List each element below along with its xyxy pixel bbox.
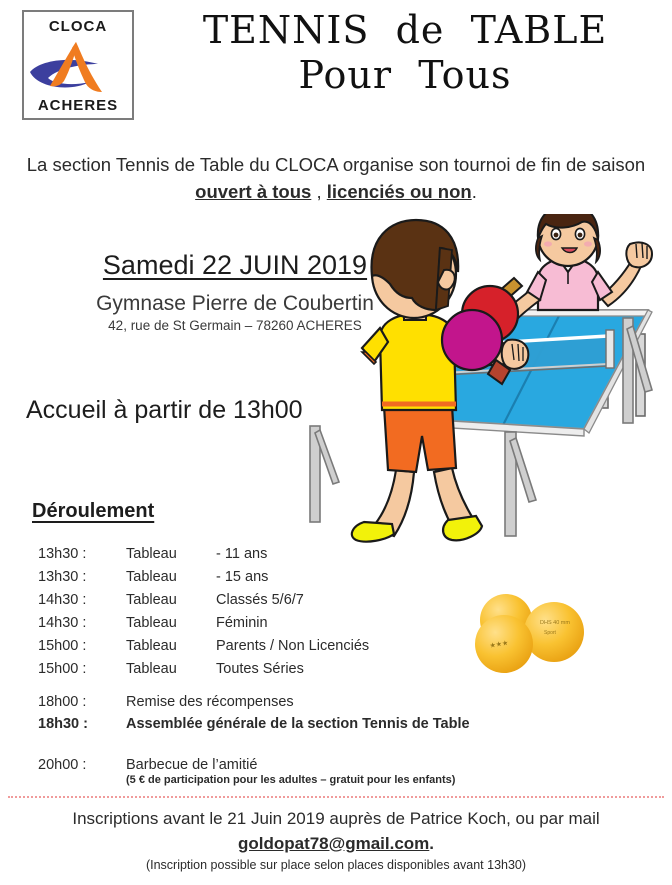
intro-text-mid: , xyxy=(311,180,327,202)
event-date-text: Samedi 22 JUIN 2019 xyxy=(102,250,368,280)
logo-top-text: CLOCA xyxy=(48,18,108,35)
table-tennis-illustration xyxy=(300,214,672,544)
list-item xyxy=(38,757,538,773)
intro-emphasis-licensed-or-not: licenciés ou non xyxy=(326,180,472,202)
intro-text-part1: La section Tennis de Table du CLOCA organise son tournoi de fin de saison xyxy=(26,154,646,175)
table-row xyxy=(38,615,478,638)
schedule-time: 14h30 : xyxy=(38,615,87,631)
schedule-label: Féminin xyxy=(216,615,268,631)
footer-divider xyxy=(8,796,664,798)
schedule-time: 13h30 : xyxy=(38,569,87,585)
barbecue-time: 20h00 : xyxy=(38,757,87,773)
list-item xyxy=(38,694,518,710)
schedule-table xyxy=(38,546,478,684)
schedule-kind: Tableau xyxy=(126,638,177,654)
schedule-kind: Tableau xyxy=(126,615,177,631)
welcome-time: Accueil à partir de 13h00 xyxy=(26,396,303,424)
onsite-registration-note: (Inscription possible sur place selon places disponibles avant 13h30) xyxy=(145,858,527,873)
boy-shoe-left xyxy=(352,522,394,542)
svg-text:★★★: ★★★ xyxy=(489,639,509,650)
event-address: 42, rue de St Germain – 78260 ACHERES xyxy=(108,318,362,333)
svg-text:DHS 40 mm: DHS 40 mm xyxy=(540,620,570,626)
footer-block xyxy=(16,806,656,872)
schedule-label: - 15 ans xyxy=(216,569,269,585)
schedule-kind: Tableau xyxy=(126,546,177,562)
schedule-label: Toutes Séries xyxy=(216,661,304,677)
schedule-time: 15h00 : xyxy=(38,638,87,654)
barbecue-label: Barbecue de l’amitié xyxy=(126,757,258,773)
late-events-list xyxy=(38,694,518,738)
schedule-time: 13h30 : xyxy=(38,546,87,562)
late-event-label: Assemblée générale de la section Tennis de Table xyxy=(126,716,470,732)
table-row xyxy=(38,546,478,569)
late-event-label: Remise des récompenses xyxy=(126,694,294,710)
schedule-time: 15h00 : xyxy=(38,661,87,677)
barbecue-price-note: (5 € de participation pour les adultes – gratuit pour les enfants) xyxy=(126,774,456,786)
contact-email[interactable]: goldopat78@gmail.com xyxy=(237,833,430,853)
intro-text-part2: . xyxy=(471,180,477,202)
cloca-acheres-logo xyxy=(22,10,134,120)
ping-pong-balls-photo xyxy=(462,592,592,674)
intro-emphasis-open-to-all: ouvert à tous xyxy=(195,180,312,202)
barbecue-entry xyxy=(38,757,538,786)
logo-swoosh-icon xyxy=(24,34,132,100)
title-line-1: TENNIS de TABLE xyxy=(202,8,608,52)
event-venue: Gymnase Pierre de Coubertin xyxy=(96,292,374,315)
late-event-time: 18h30 : xyxy=(38,716,88,732)
logo-bottom-text: ACHERES xyxy=(37,97,119,114)
table-row xyxy=(38,592,478,615)
schedule-time: 14h30 : xyxy=(38,592,87,608)
intro-paragraph xyxy=(18,152,654,206)
schedule-kind: Tableau xyxy=(126,592,177,608)
title-line-2: Pour Tous xyxy=(298,52,512,97)
svg-text:Sport: Sport xyxy=(544,630,556,636)
table-row xyxy=(38,569,478,592)
schedule-heading: Déroulement xyxy=(32,500,155,522)
table-row xyxy=(38,638,478,661)
schedule-label: Parents / Non Licenciés xyxy=(216,638,370,654)
schedule-kind: Tableau xyxy=(126,569,177,585)
boy-shoe-right xyxy=(443,516,482,540)
registration-info: Inscriptions avant le 21 Juin 2019 auprès de Patrice Koch, ou par mail xyxy=(72,809,600,828)
schedule-kind: Tableau xyxy=(126,661,177,677)
poster-title xyxy=(150,8,660,98)
schedule-label: - 11 ans xyxy=(216,546,268,562)
boy-player xyxy=(352,220,528,542)
contact-email-line xyxy=(16,832,656,857)
list-item xyxy=(38,716,518,732)
table-row xyxy=(38,661,478,684)
late-event-time: 18h00 : xyxy=(38,694,87,710)
schedule-label: Classés 5/6/7 xyxy=(216,592,304,608)
email-suffix: . xyxy=(429,833,435,853)
